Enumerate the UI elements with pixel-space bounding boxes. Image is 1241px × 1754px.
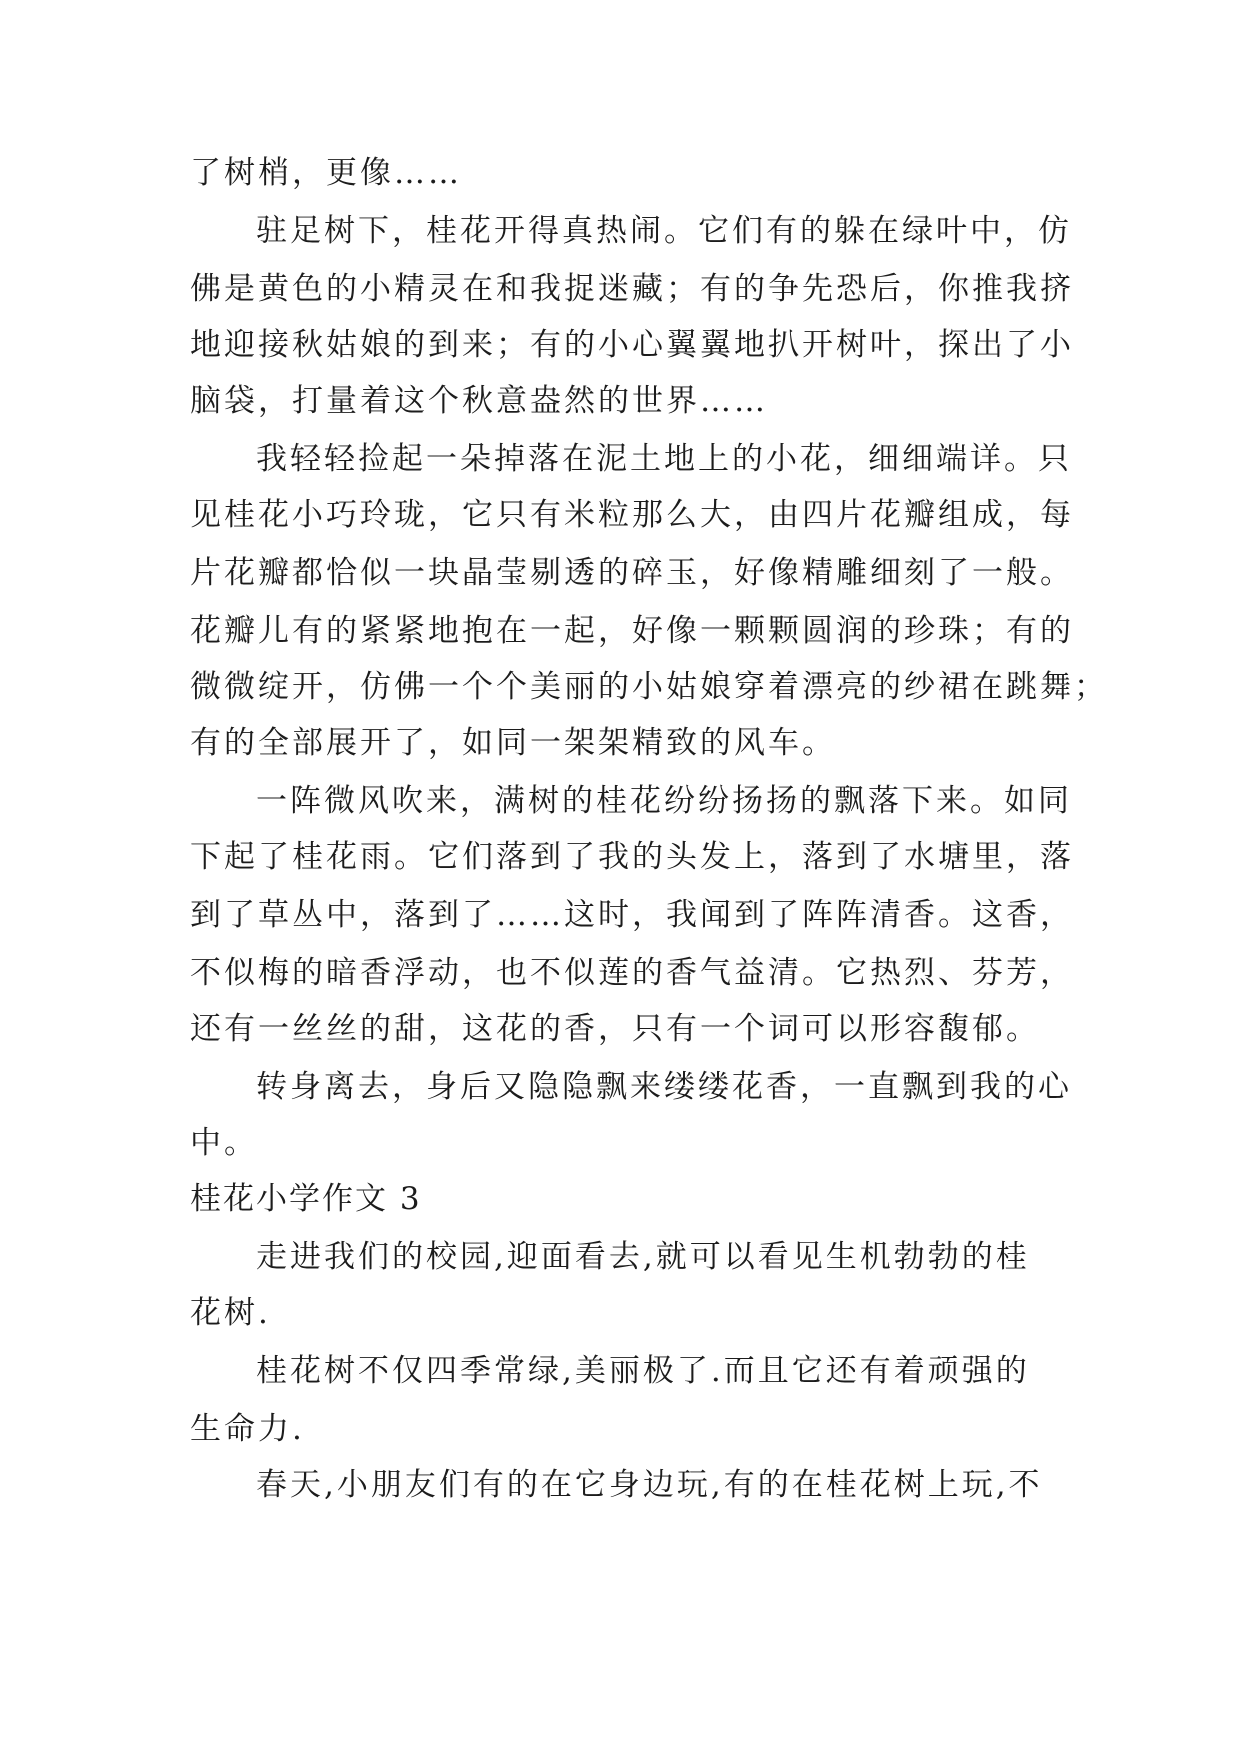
text-line: 到了草丛中，落到了……这时，我闻到了阵阵清香。这香， — [190, 897, 1074, 933]
text-line: 生命力. — [190, 1411, 305, 1447]
text-line: 佛是黄色的小精灵在和我捉迷藏；有的争先恐后，你推我挤 — [190, 271, 1074, 307]
text-line: 了树梢，更像…… — [190, 155, 462, 191]
paragraph-first-line: 春天,小朋友们有的在它身边玩,有的在桂花树上玩,不 — [256, 1467, 1043, 1503]
section-heading: 桂花小学作文 3 — [190, 1181, 422, 1217]
text-line: 中。 — [190, 1125, 258, 1161]
paragraph-first-line: 走进我们的校园,迎面看去,就可以看见生机勃勃的桂 — [256, 1239, 1030, 1275]
text-line: 有的全部展开了，如同一架架精致的风车。 — [190, 725, 836, 761]
paragraph-first-line: 一阵微风吹来，满树的桂花纷纷扬扬的飘落下来。如同 — [256, 783, 1072, 819]
text-line: 不似梅的暗香浮动，也不似莲的香气益清。它热烈、芬芳， — [190, 955, 1074, 991]
paragraph-first-line: 桂花树不仅四季常绿,美丽极了.而且它还有着顽强的 — [256, 1353, 1030, 1389]
text-line: 脑袋，打量着这个秋意盎然的世界…… — [190, 383, 768, 419]
text-line: 见桂花小巧玲珑，它只有米粒那么大，由四片花瓣组成，每 — [190, 497, 1074, 533]
text-line: 花树. — [190, 1295, 271, 1331]
text-line: 地迎接秋姑娘的到来；有的小心翼翼地扒开树叶，探出了小 — [190, 327, 1074, 363]
text-line: 片花瓣都恰似一块晶莹剔透的碎玉，好像精雕细刻了一般。 — [190, 555, 1074, 591]
text-line: 下起了桂花雨。它们落到了我的头发上，落到了水塘里，落 — [190, 839, 1074, 875]
text-line: 微微绽开，仿佛一个个美丽的小姑娘穿着漂亮的纱裙在跳舞； — [190, 669, 1108, 705]
paragraph-first-line: 我轻轻捡起一朵掉落在泥土地上的小花，细细端详。只 — [256, 441, 1072, 477]
text-line: 还有一丝丝的甜，这花的香，只有一个词可以形容馥郁。 — [190, 1011, 1040, 1047]
paragraph-first-line: 转身离去，身后又隐隐飘来缕缕花香，一直飘到我的心 — [256, 1069, 1072, 1105]
text-line: 花瓣儿有的紧紧地抱在一起，好像一颗颗圆润的珍珠；有的 — [190, 613, 1074, 649]
paragraph-first-line: 驻足树下，桂花开得真热闹。它们有的躲在绿叶中，仿 — [256, 213, 1072, 249]
